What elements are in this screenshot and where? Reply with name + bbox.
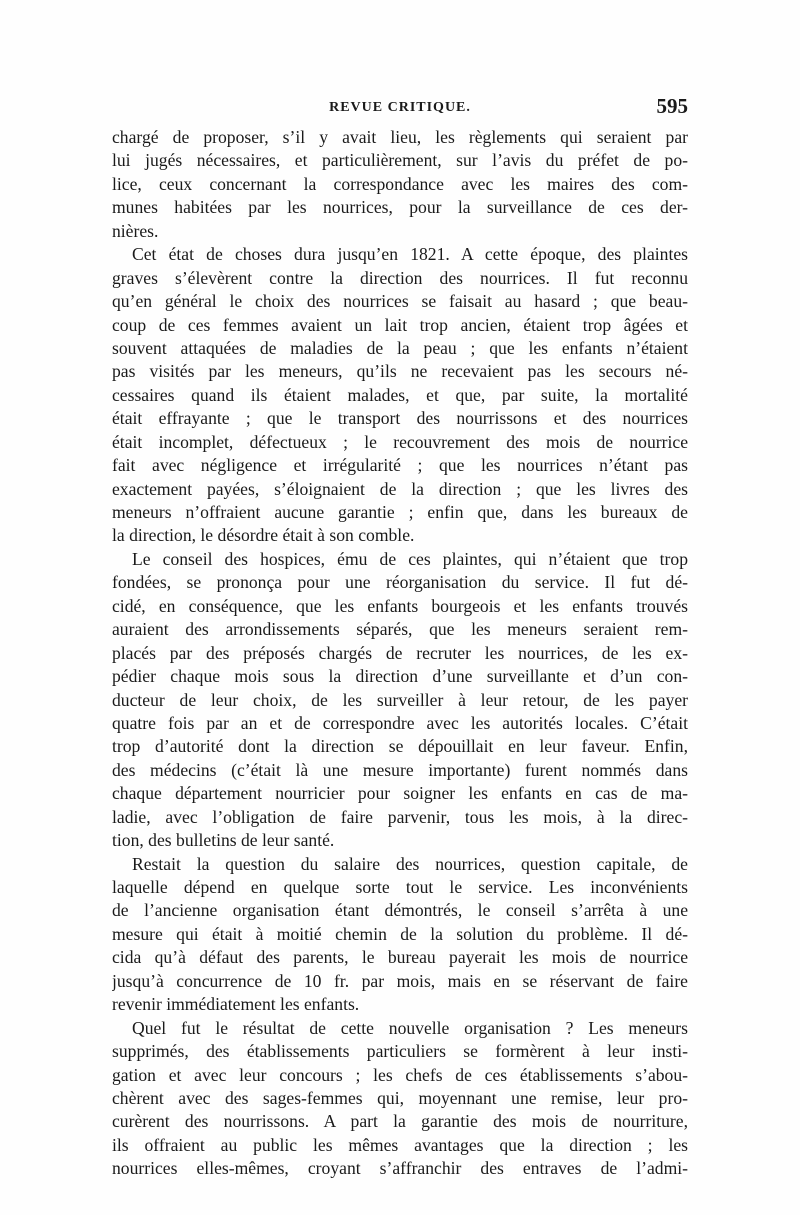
text-line: meneurs n’offraient aucune garantie ; enfin que, dans les bureaux de [112, 502, 688, 522]
text-line: trop d’autorité dont la direction se dépouillait en leur faveur. Enfin, [112, 736, 688, 757]
text-line: ils offraient au public les mêmes avantages que la direction ; les [112, 1134, 688, 1155]
page-number: 595 [656, 94, 688, 118]
text-line: chaque département nourricier pour soigner les enfants en cas de ma- [112, 783, 688, 804]
text-line: la direction, le désordre était à son comble. [112, 525, 415, 546]
text-line: supprimés, des établissements particuliers se formèrent à leur insti- [112, 1041, 688, 1062]
text-line: Restait la question du salaire des nourrices, question capitale, de [132, 853, 688, 874]
text-line: mesure qui était à moitié chemin de la solution du problème. Il dé- [112, 923, 688, 944]
text-line: gation et avec leur concours ; les chefs de ces établissements s’abou- [112, 1064, 688, 1085]
text-line: laquelle dépend en quelque sorte tout le service. Les inconvénients [112, 877, 688, 897]
body-text [112, 126, 688, 1181]
text-line: de l’ancienne organisation étant démontrés, le conseil s’arrêta à une [112, 900, 688, 921]
text-line: graves s’élevèrent contre la direction des nourrices. Il fut reconnu [112, 267, 688, 288]
text-line: était incomplet, défectueux ; le recouvrement des mois de nourrice [112, 431, 688, 452]
text-line: cessaires quand ils étaient malades, et que, par suite, la mortalité [112, 384, 688, 405]
text-line: Le conseil des hospices, ému de ces plaintes, qui n’étaient que trop [132, 548, 688, 569]
text-line: était effrayante ; que le transport des nourrissons et des nourrices [112, 408, 688, 429]
text-line: cidé, en conséquence, que les enfants bourgeois et les enfants trouvés [112, 595, 688, 616]
text-line: pédier chaque mois sous la direction d’une surveillante et d’un con- [112, 666, 688, 687]
text-line: des médecins (c’était là une mesure importante) furent nommés dans [112, 759, 688, 780]
journal-title: REVUE CRITIQUE. [329, 100, 471, 115]
text-line: auraient des arrondissements séparés, que les meneurs seraient rem- [112, 619, 688, 640]
text-line: pas visités par les meneurs, qu’ils ne recevaient pas les secours né- [112, 361, 688, 382]
text-line: coup de ces femmes avaient un lait trop ancien, étaient trop âgées et [112, 314, 688, 335]
text-line: souvent attaquées de maladies de la peau ; que les enfants n’étaient [112, 337, 688, 358]
text-line: fait avec négligence et irrégularité ; que les nourrices n’étant pas [112, 455, 688, 476]
text-line: ladie, avec l’obligation de faire parvenir, tous les mois, à la direc- [112, 806, 688, 827]
text-line: placés par des préposés chargés de recruter les nourrices, de les ex- [112, 642, 688, 663]
text-line: chèrent avec des sages-femmes qui, moyennant une remise, leur pro- [112, 1087, 688, 1108]
text-line: Cet état de choses dura jusqu’en 1821. A cette époque, des plaintes [132, 244, 688, 265]
text-line: Quel fut le résultat de cette nouvelle organisation ? Les meneurs [132, 1017, 688, 1038]
text-line: lice, ceux concernant la correspondance avec les maires des com- [112, 173, 688, 194]
text-line: lui jugés nécessaires, et particulièrement, sur l’avis du préfet de po- [112, 150, 688, 171]
text-line: quatre fois par an et de correspondre avec les autorités locales. C’était [112, 712, 688, 733]
text-line: chargé de proposer, s’il y avait lieu, les règlements qui seraient par [112, 127, 688, 147]
text-line: fondées, se prononça pour une réorganisation du service. Il fut dé- [112, 572, 688, 593]
text-line: nourrices elles-mêmes, croyant s’affranchir des entraves de l’admi- [112, 1158, 688, 1179]
running-head [112, 94, 688, 124]
text-line: cida qu’à défaut des parents, le bureau payerait les mois de nourrice [112, 947, 688, 968]
text-line: nières. [112, 220, 159, 241]
text-line: exactement payées, s’éloignaient de la direction ; que les livres des [112, 478, 688, 499]
text-line: revenir immédiatement les enfants. [112, 994, 360, 1015]
text-line: ducteur de leur choix, de les surveiller à leur retour, de les payer [112, 689, 688, 710]
text-line: jusqu’à concurrence de 10 fr. par mois, mais en se réservant de faire [112, 970, 688, 991]
text-line: qu’en général le choix des nourrices se faisait au hasard ; que beau- [112, 291, 688, 312]
text-line: tion, des bulletins de leur santé. [112, 830, 335, 851]
text-line: curèrent des nourrissons. A part la garantie des mois de nourriture, [112, 1111, 688, 1132]
text-line: munes habitées par les nourrices, pour la surveillance de ces der- [112, 197, 688, 218]
